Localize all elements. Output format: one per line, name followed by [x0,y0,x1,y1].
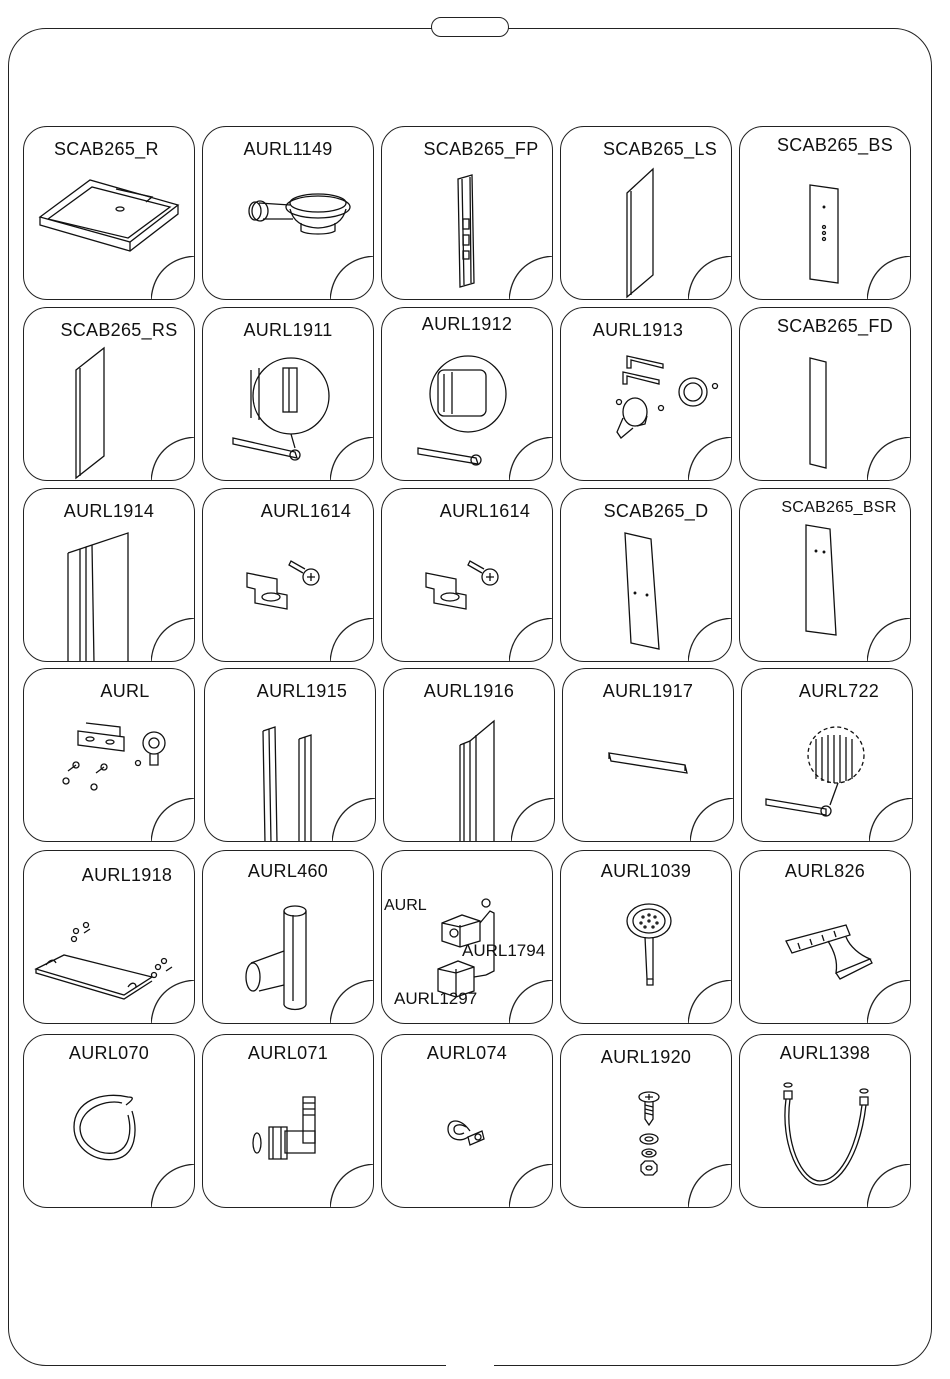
part-code-aurl1297: AURL1297 [394,989,478,1008]
part-card [562,668,734,842]
part-code: AURL1614 [260,501,352,521]
part-card [202,307,374,481]
part-card [739,850,911,1024]
page-curl-icon [330,618,374,662]
part-code: AURL1149 [243,139,333,159]
page-curl-icon [688,437,732,481]
page-curl-icon [151,980,195,1024]
page-curl-icon [867,980,911,1024]
part-card [741,668,913,842]
page-curl-icon [867,437,911,481]
part-code: SCAB265_RS [60,320,178,340]
part-code: AURL1915 [256,681,348,701]
page-curl-icon [867,256,911,300]
part-card [739,307,911,481]
part-card [739,126,911,300]
part-card [202,850,374,1024]
part-code: AURL1398 [779,1043,871,1063]
part-code: AURL1916 [423,681,515,701]
part-code: AURL070 [68,1043,150,1063]
part-code: AURL1917 [602,681,694,701]
part-card [739,1034,911,1208]
part-code-aurl1794: AURL1794 [462,941,546,960]
part-card [202,1034,374,1208]
part-card [381,307,553,481]
page-curl-icon [151,798,195,842]
bottom-gap [446,1360,494,1370]
page-curl-icon [151,1164,195,1208]
part-code: AURL1614 [439,501,531,521]
part-card [381,126,553,300]
page-curl-icon [151,618,195,662]
page-curl-icon [867,618,911,662]
page-curl-icon [688,256,732,300]
part-card [23,307,195,481]
part-card [739,488,911,662]
part-code: SCAB265_FD [776,316,894,336]
part-code: SCAB265_D [603,501,709,521]
part-card [560,126,732,300]
part-code: AURL [100,681,150,701]
part-card [381,488,553,662]
part-code: AURL1920 [600,1047,692,1067]
part-card [560,307,732,481]
part-code: AURL1918 [81,865,173,885]
part-card [202,488,374,662]
part-code: AURL071 [247,1043,329,1063]
page-curl-icon [330,1164,374,1208]
page-curl-icon [332,798,376,842]
page-curl-icon [330,256,374,300]
part-card [204,668,376,842]
page-curl-icon [511,798,555,842]
part-card [23,850,195,1024]
part-code: AURL1039 [600,861,692,881]
page-curl-icon [151,256,195,300]
page-curl-icon [151,437,195,481]
part-card [560,1034,732,1208]
page-curl-icon [330,980,374,1024]
part-code: AURL460 [247,861,329,881]
binding-tab [431,17,509,37]
part-code: SCAB265_BS [776,135,894,155]
page-curl-icon [688,1164,732,1208]
page-curl-icon [688,980,732,1024]
part-card [202,126,374,300]
page-curl-icon [330,437,374,481]
part-code-aurl: AURL [384,897,427,914]
part-code: SCAB265_LS [602,139,718,159]
part-code: SCAB265_BSR [781,499,897,516]
page-curl-icon [509,618,553,662]
part-code: AURL074 [426,1043,508,1063]
page-curl-icon [509,980,553,1024]
part-code: SCAB265_FP [423,139,539,159]
part-code: AURL826 [784,861,866,881]
part-card [23,668,195,842]
part-card [23,1034,195,1208]
part-card [383,668,555,842]
part-code: AURL1913 [592,320,684,340]
part-code: AURL1911 [243,320,333,340]
part-card [23,126,195,300]
part-card [381,1034,553,1208]
part-code: AURL1912 [421,314,513,334]
page-curl-icon [867,1164,911,1208]
page-curl-icon [869,798,913,842]
part-code: AURL722 [798,681,880,701]
part-code: SCAB265_R [54,139,159,159]
page-curl-icon [509,437,553,481]
part-card [381,850,553,1024]
part-card [23,488,195,662]
page-curl-icon [509,256,553,300]
part-card [560,488,732,662]
page-curl-icon [509,1164,553,1208]
part-code: AURL1914 [63,501,155,521]
page-curl-icon [690,798,734,842]
part-card [560,850,732,1024]
page-curl-icon [688,618,732,662]
